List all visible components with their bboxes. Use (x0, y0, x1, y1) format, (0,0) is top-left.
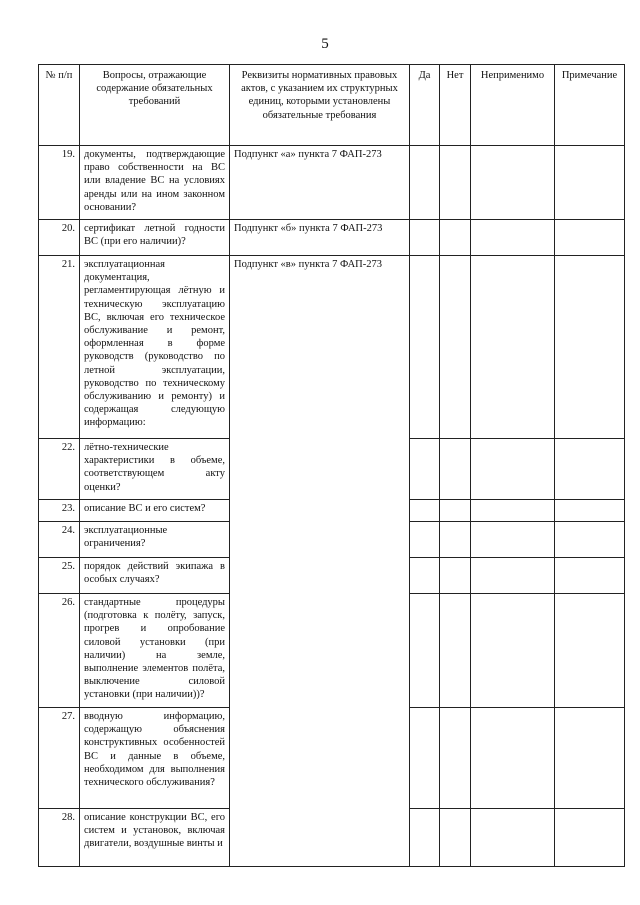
yes-cell[interactable] (410, 146, 440, 220)
row-question: порядок действий экипажа в особых случаях? (80, 558, 230, 594)
row-reference: Подпункт «а» пункта 7 ФАП-273 (230, 146, 410, 220)
note-cell[interactable] (555, 594, 625, 708)
row-question: эксплуатационные ограничения? (80, 522, 230, 558)
table-row (39, 146, 625, 220)
yes-cell[interactable] (410, 522, 440, 558)
not-applicable-cell[interactable] (471, 522, 555, 558)
not-applicable-cell[interactable] (471, 256, 555, 439)
row-reference: Подпункт «в» пункта 7 ФАП-273 (230, 256, 410, 867)
header-reference: Реквизиты нормативных правовых актов, с указанием их структурных единиц, которыми установлены обязательные требования (230, 65, 410, 146)
table-row (39, 220, 625, 256)
row-question: описание конструкции ВС, его систем и установок, включая двигатели, воздушные винты и (80, 809, 230, 867)
row-number: 26. (39, 594, 80, 708)
row-question: стандартные процедуры (подготовка к полёту, запуск, прогрев и опробование силовой установки (при наличии) на земле, выполнение элементов полёта, выключение силовой установки (при наличии))? (80, 594, 230, 708)
no-cell[interactable] (440, 220, 471, 256)
no-cell[interactable] (440, 558, 471, 594)
requirements-checklist-table (38, 64, 625, 867)
yes-cell[interactable] (410, 500, 440, 522)
row-question: сертификат летной годности ВС (при его наличии)? (80, 220, 230, 256)
row-number: 28. (39, 809, 80, 867)
header-note: Примечание (555, 65, 625, 146)
header-yes: Да (410, 65, 440, 146)
header-not-applicable: Неприменимо (471, 65, 555, 146)
note-cell[interactable] (555, 708, 625, 809)
note-cell[interactable] (555, 809, 625, 867)
no-cell[interactable] (440, 594, 471, 708)
row-question: документы, подтверждающие право собственности на ВС или владение ВС на условиях аренды или на ином законном основании? (80, 146, 230, 220)
row-reference: Подпункт «б» пункта 7 ФАП-273 (230, 220, 410, 256)
row-number: 22. (39, 439, 80, 500)
not-applicable-cell[interactable] (471, 146, 555, 220)
yes-cell[interactable] (410, 809, 440, 867)
no-cell[interactable] (440, 522, 471, 558)
note-cell[interactable] (555, 146, 625, 220)
not-applicable-cell[interactable] (471, 594, 555, 708)
note-cell[interactable] (555, 558, 625, 594)
note-cell[interactable] (555, 439, 625, 500)
note-cell[interactable] (555, 500, 625, 522)
yes-cell[interactable] (410, 708, 440, 809)
note-cell[interactable] (555, 522, 625, 558)
not-applicable-cell[interactable] (471, 439, 555, 500)
no-cell[interactable] (440, 256, 471, 439)
no-cell[interactable] (440, 439, 471, 500)
yes-cell[interactable] (410, 558, 440, 594)
row-question: эксплуатационная документация, регламентирующая лётную и техническую эксплуатацию ВС, включая его техническое обслуживание и ремонт, оформленная в форме руководств (руководство по летной эксплуатации, руководство по техническому обслуживанию и ремонту) и содержащая следующую информацию: (80, 256, 230, 439)
page-number: 5 (321, 36, 329, 52)
row-question: описание ВС и его систем? (80, 500, 230, 522)
no-cell[interactable] (440, 809, 471, 867)
row-number: 24. (39, 522, 80, 558)
no-cell[interactable] (440, 708, 471, 809)
row-number: 23. (39, 500, 80, 522)
row-question: лётно-технические характеристики в объеме, соответствующем акту оценки? (80, 439, 230, 500)
row-number: 25. (39, 558, 80, 594)
not-applicable-cell[interactable] (471, 220, 555, 256)
no-cell[interactable] (440, 500, 471, 522)
no-cell[interactable] (440, 146, 471, 220)
table-row (39, 256, 625, 439)
row-number: 20. (39, 220, 80, 256)
row-question: вводную информацию, содержащую объяснения конструктивных особенностей ВС и данные в объеме, необходимом для выполнения технического обслуживания? (80, 708, 230, 809)
table-header-row (39, 65, 625, 146)
header-no: Нет (440, 65, 471, 146)
not-applicable-cell[interactable] (471, 558, 555, 594)
yes-cell[interactable] (410, 220, 440, 256)
note-cell[interactable] (555, 220, 625, 256)
row-number: 19. (39, 146, 80, 220)
header-number: № п/п (39, 65, 80, 146)
header-question: Вопросы, отражающие содержание обязательных требований (80, 65, 230, 146)
yes-cell[interactable] (410, 594, 440, 708)
row-number: 21. (39, 256, 80, 439)
not-applicable-cell[interactable] (471, 809, 555, 867)
not-applicable-cell[interactable] (471, 708, 555, 809)
note-cell[interactable] (555, 256, 625, 439)
row-number: 27. (39, 708, 80, 809)
yes-cell[interactable] (410, 256, 440, 439)
yes-cell[interactable] (410, 439, 440, 500)
not-applicable-cell[interactable] (471, 500, 555, 522)
